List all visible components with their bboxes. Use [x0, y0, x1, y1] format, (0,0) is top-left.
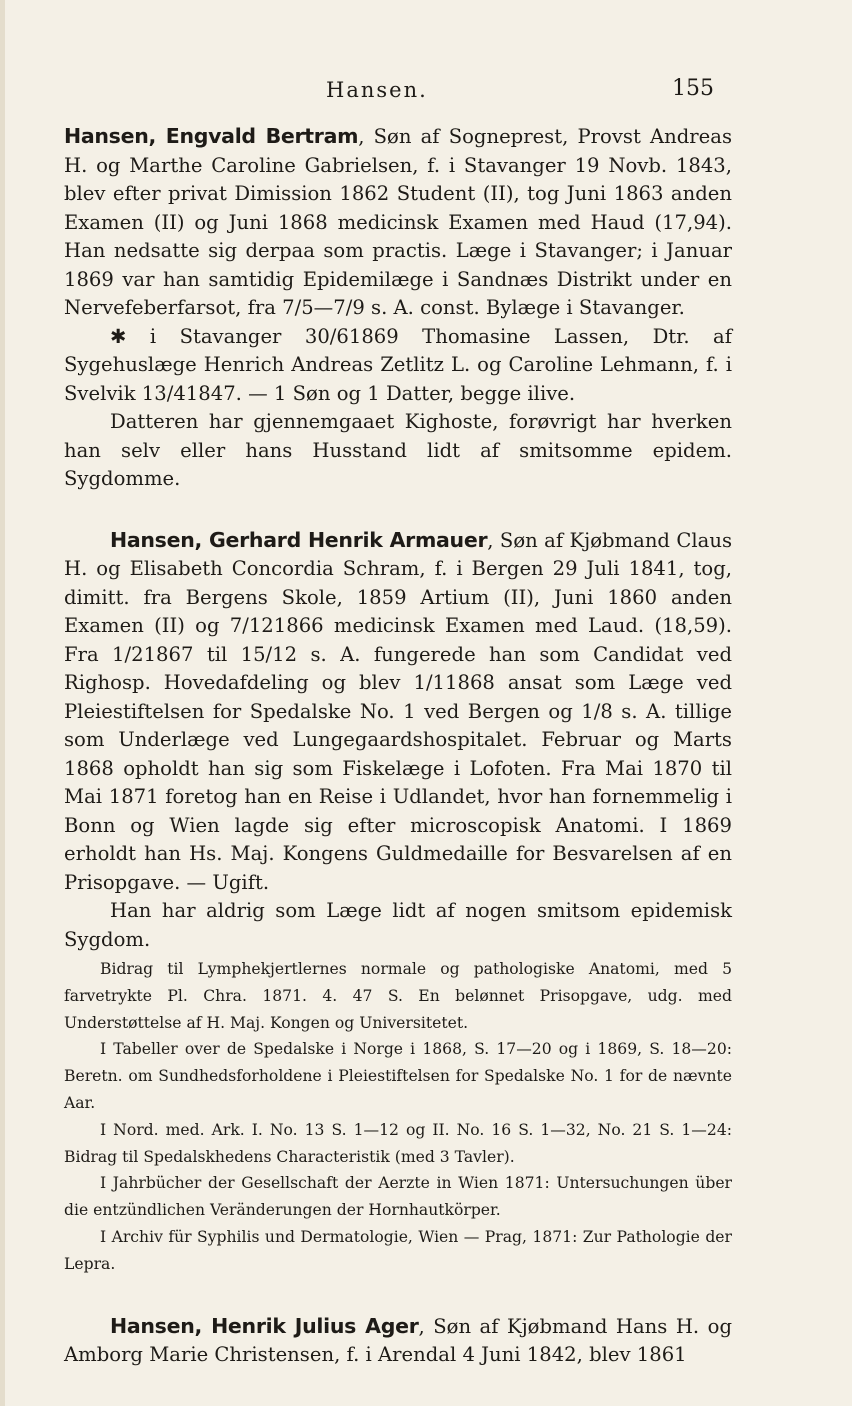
marriage-paragraph: ✱ i Stavanger 30/61869 Thomasine Lassen, Dtr. af Sygehuslæge Henrich Andreas Zetlitz L. og Caroline Lehmann, f. i Svelvik 13/41847. — 1 Søn og 1 Datter, begge ilive. — [64, 324, 732, 405]
bibliography-item: I Nord. med. Ark. I. No. 13 S. 1—12 og II. No. 16 S. 1—32, No. 21 S. 1—24: Bidrag til Spedalskhedens Characteristik (med 3 Tavler). — [64, 1120, 732, 1166]
page-header — [0, 78, 852, 108]
health-paragraph: Han har aldrig som Læge lidt af nogen smitsom epidemisk Sygdom. — [64, 899, 732, 951]
health-paragraph: Datteren har gjennemgaaet Kighoste, forøvrigt har hverken han selv eller hans Husstand lidt af smitsomme epidem. Sygdomme. — [64, 410, 732, 490]
entry-paragraph: Hansen, Engvald Bertram, Søn af Sogneprest, Provst Andreas H. og Marthe Caroline Gabrielsen, f. i Stavanger 19 Novb. 1843, blev efter privat Dimission 1862 Student (II), tog Juni 1863 anden Examen (II) og Juni 1868 medicinsk Examen med Haud (17,94). Han nedsatte sig derpaa som practis. Læge i Stavanger; i Januar 1869 var han samtidig Epidemilæge i Sandnæs Distrikt under en Nervefeberfarsot, fra 7/5—7/9 s. A. const. Bylæge i Stavanger. — [64, 124, 732, 319]
bibliography-item: I Archiv für Syphilis und Dermatologie, Wien — Prag, 1871: Zur Pathologie der Lepra. — [64, 1227, 732, 1273]
page-edge — [0, 0, 5, 1406]
bibliography — [64, 956, 732, 1278]
running-head: Hansen. — [326, 78, 428, 102]
bibliography-item: I Tabeller over de Spedalske i Norge i 1868, S. 17—20 og i 1869, S. 18—20: Beretn. om Sundhedsforholdene i Pleiestiftelsen for Spedalske No. 1 for de nævnte Aar. — [64, 1040, 732, 1112]
entry-paragraph: Hansen, Gerhard Henrik Armauer, Søn af Kjøbmand Claus H. og Elisabeth Concordia Schram, f. i Bergen 29 Juli 1841, tog, dimitt. fra Bergens Skole, 1859 Artium (II), Juni 1860 anden Examen (II) og 7/121866 medicinsk Examen med Laud. (18,59). Fra 1/21867 til 15/12 s. A. fungerede han som Candidat ved Righosp. Hovedafdeling og blev 1/11868 ansat som Læge ved Pleiestiftelsen for Spedalske No. 1 ved Bergen og 1/8 s. A. tillige som Underlæge ved Lungegaardshospitalet. Februar og Marts 1868 opholdt han sig som Fiskelæge i Lofoten. Fra Mai 1870 til Mai 1871 foretog han en Reise i Udlandet, hvor han fornemmelig i Bonn og Wien lagde sig efter microscopisk Anatomi. I 1869 erholdt han Hs. Maj. Kongens Guldmedaille for Besvarelsen af en Prisopgave. — Ugift. — [64, 527, 732, 894]
entry-paragraph: Hansen, Henrik Julius Ager, Søn af Kjøbmand Hans H. og Amborg Marie Christensen, f. i Arendal 4 Juni 1842, blev 1861 — [64, 1313, 732, 1367]
text-body — [64, 122, 732, 1370]
entry-name: Hansen, Gerhard Henrik Armauer — [110, 527, 488, 552]
entry-henrik-julius-ager-hansen — [64, 1312, 732, 1370]
entry-name: Hansen, Henrik Julius Ager — [110, 1313, 419, 1338]
bibliography-item: I Jahrbücher der Gesellschaft der Aerzte in Wien 1871: Untersuchungen über die entzündlichen Veränderungen der Hornhautkörper. — [64, 1174, 732, 1220]
entry-text: Søn af Kjøbmand Hans H. og Amborg Marie Christensen, f. i Arendal 4 Juni 1842, blev 1861 — [64, 1314, 732, 1367]
entry-name: Hansen, Engvald Bertram — [64, 124, 359, 148]
entry-gerhard-armauer-hansen — [64, 526, 732, 1278]
entry-text: Søn af Sogneprest, Provst Andreas H. og Marthe Caroline Gabrielsen, f. i Stavanger 19 Novb. 1843, blev efter privat Dimission 1862 Student (II), tog Juni 1863 anden Examen (II) og Juni 1868 medicinsk Examen med Haud (17,94). Han nedsatte sig derpaa som practis. Læge i Stavanger; i Januar 1869 var han samtidig Epidemilæge i Sandnæs Distrikt under en Nervefeberfarsot, fra 7/5—7/9 s. A. const. Bylæge i Stavanger. — [64, 125, 732, 319]
page-number: 155 — [672, 76, 714, 101]
entry-text: Søn af Kjøbmand Claus H. og Elisabeth Concordia Schram, f. i Bergen 29 Juli 1841, tog, dimitt. fra Bergens Skole, 1859 Artium (II), Juni 1860 anden Examen (II) og 7/121866 medicinsk Examen med Laud. (18,59). Fra 1/21867 til 15/12 s. A. fungerede han som Candidat ved Righosp. Hovedafdeling og blev 1/11868 ansat som Læge ved Pleiestiftelsen for Spedalske No. 1 ved Bergen og 1/8 s. A. tillige som Underlæge ved Lungegaardshospitalet. Februar og Marts 1868 opholdt han sig som Fiskelæge i Lofoten. Fra Mai 1870 til Mai 1871 foretog han en Reise i Udlandet, hvor han fornemmelig i Bonn og Wien lagde sig efter microscopisk Anatomi. I 1869 erholdt han Hs. Maj. Kongens Guldmedaille for Besvarelsen af en Prisopgave. — Ugift. — [64, 528, 732, 894]
bibliography-item: Bidrag til Lymphekjertlernes normale og pathologiske Anatomi, med 5 farvetrykte Pl. Chra. 1871. 4. 47 S. En belønnet Prisopgave, udg. med Understøttelse af H. Maj. Kongen og Universitetet. — [64, 960, 732, 1032]
entry-engvald-bertram-hansen — [64, 122, 732, 494]
